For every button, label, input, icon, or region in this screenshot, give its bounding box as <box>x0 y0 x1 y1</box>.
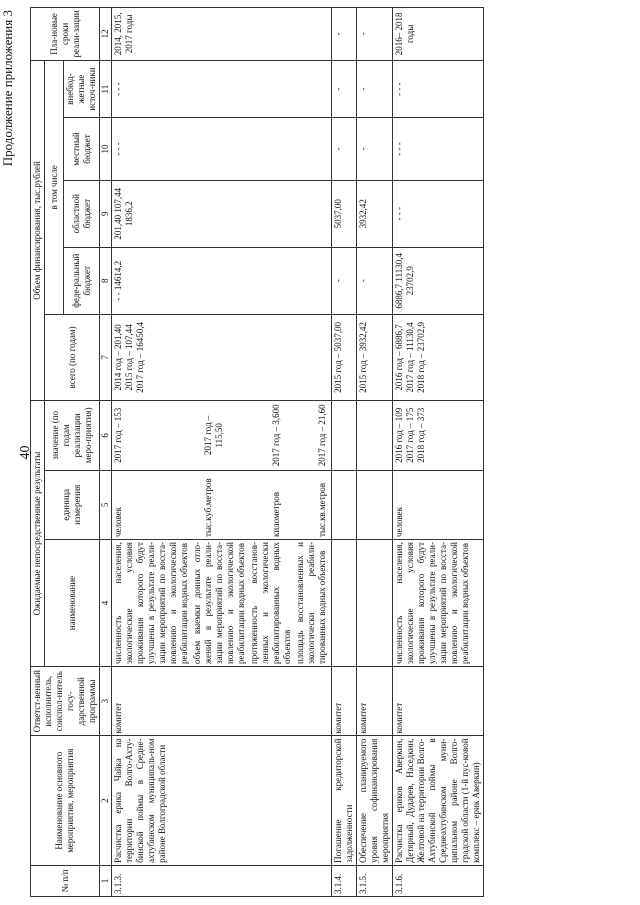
column-numbers-row <box>100 8 112 897</box>
result-name-item: площадь восстановленных и экологически реабили-тированных водных объектов <box>295 542 327 665</box>
result-name: численность населения, экологические условия проживания которого будут улучшены в результате реали-зации мероприятий по восста-новлению и экологической реабилитации водных объектов <box>393 540 484 667</box>
local: - - - <box>393 118 484 180</box>
header-finance-group: Объем финансирования, тыс.рублей <box>31 60 45 400</box>
federal: - <box>357 247 393 314</box>
total: 2015 год – 5037,00 <box>332 314 357 400</box>
result-unit <box>112 470 332 539</box>
result-value-item: 2017 год – 21,60 <box>317 404 327 467</box>
result-unit-item: человек <box>113 506 123 538</box>
table-row <box>357 8 393 897</box>
result-value <box>112 401 332 471</box>
row-num: 3.1.4. <box>332 865 357 896</box>
table-row <box>112 8 332 897</box>
header-num: № п/п <box>31 865 100 896</box>
result-name-item: протяженность восстанов-ленных и экологически реабилитированных водных объектов <box>249 542 292 665</box>
result-name <box>112 540 332 667</box>
row-executor: комитет <box>393 667 484 736</box>
federal: - <box>332 247 357 314</box>
col-number: 11 <box>100 60 112 118</box>
page-number: 40 <box>18 445 33 460</box>
header-period: Пла-новые сроки реали-зации <box>31 8 100 61</box>
col-number: 6 <box>100 401 112 471</box>
header-federal: феде-ральный бюджет <box>64 247 100 314</box>
extra: - <box>357 60 393 118</box>
extra: - - - <box>393 60 484 118</box>
col-number: 3 <box>100 667 112 736</box>
header-row-1 <box>31 8 45 897</box>
total: 2016 год – 6886,7 2017 год – 11130,4 2018 год – 23702,9 <box>393 314 484 400</box>
result-value-item: 2017 год – 115,50 <box>203 415 224 455</box>
row-executor: комитет <box>332 667 357 736</box>
federal: 6886,7 11130,4 23702,9 <box>393 247 484 314</box>
result-name <box>357 540 393 667</box>
row-name: Расчистка ерика Чайка на территории Волго-Ахту-бинской поймы в Средне-ахтубинском муниципаль-ном районе Волгоградской области <box>112 736 332 865</box>
col-number: 4 <box>100 540 112 667</box>
header-extra: внебюд-жетные источ-ники <box>64 60 100 118</box>
row-name: Расчистка ериков Аверкин, Детярный, Дударев, Наседкин, Желтовой на территории Волго-Ахтубинской поймы в Среднеахтубинском муни-ципальном районе Волго-градской области (1-й пус-ковой комплекс – ерик Аверкин) <box>393 736 484 865</box>
result-unit-item: тыс.кв.метров <box>317 482 327 538</box>
regional: - - - <box>393 180 484 247</box>
result-name-item: объем выемки донных отло-жений в результате реали-зации мероприятий по восста-новлению и экологической реабилитации водных объектов <box>192 542 246 665</box>
row-name: Обеспечение планируемого уровня софинансирования мероприятия <box>357 736 393 865</box>
col-number: 10 <box>100 118 112 180</box>
header-result-name: наименование <box>45 540 100 667</box>
result-unit: человек <box>393 470 484 539</box>
local: - <box>357 118 393 180</box>
col-number: 8 <box>100 247 112 314</box>
extra: - - - <box>112 60 332 118</box>
result-value: 2016 год – 109 2017 год – 175 2018 год – 373 <box>393 401 484 471</box>
result-value-item: 2017 год – 153 <box>113 407 123 463</box>
extra: - <box>332 60 357 118</box>
regional: 3932,42 <box>357 180 393 247</box>
total: 2014 год – 201,40 2015 год – 107,44 2017 год – 16450,4 <box>112 314 332 400</box>
col-number: 9 <box>100 180 112 247</box>
row-name: Погашение кредиторской задолженности <box>332 736 357 865</box>
period: 2016– 2018 годы <box>393 8 484 61</box>
period: - <box>357 8 393 61</box>
header-regional: областной бюджет <box>64 180 100 247</box>
continuation-title: Продолжение приложения 3 <box>0 10 15 167</box>
local: - - - <box>112 118 332 180</box>
result-unit-item: тыс.куб.метров <box>203 478 213 538</box>
header-results-group: Ожидаемые непосредственные результаты <box>31 401 45 667</box>
table-row <box>393 8 484 897</box>
result-unit <box>357 470 393 539</box>
col-number: 2 <box>100 736 112 865</box>
result-unit <box>332 470 357 539</box>
header-local: местный бюджет <box>64 118 100 180</box>
header-executor: Ответст-венный исполнитель, соиспол-нитель госу-дарственной программы <box>31 667 100 736</box>
header-name: Наименование основного мероприятия, мероприятия <box>31 736 100 865</box>
col-number: 12 <box>100 8 112 61</box>
row-num: 3.1.3. <box>112 865 332 896</box>
table-row <box>332 8 357 897</box>
header-value: значение (по годам реализации меро-приятия) <box>45 401 100 471</box>
total: 2015 год – 3932,42 <box>357 314 393 400</box>
row-num: 3.1.5. <box>357 865 393 896</box>
row-executor: комитет <box>112 667 332 736</box>
local: - <box>332 118 357 180</box>
col-number: 7 <box>100 314 112 400</box>
header-unit: единица измерения <box>45 470 100 539</box>
header-total: всего (по годам) <box>45 314 100 400</box>
result-value <box>357 401 393 471</box>
result-name <box>332 540 357 667</box>
period: - <box>332 8 357 61</box>
result-name-item: численность населения, экологические условия проживания которого будут улучшены в результате реали-зации мероприятий по восста-новлению и экологической реабилитации водных объектов <box>113 542 189 665</box>
federal: - - 14614,2 <box>112 247 332 314</box>
col-number: 5 <box>100 470 112 539</box>
result-unit-item: километров <box>271 492 281 538</box>
row-num: 3.1.6. <box>393 865 484 896</box>
regional: 5037,00 <box>332 180 357 247</box>
header-incl: в том числе <box>45 60 64 314</box>
regional: 201,40 107,44 1836,2 <box>112 180 332 247</box>
col-number: 1 <box>100 865 112 896</box>
result-value-item: 2017 год – 3,600 <box>271 404 281 467</box>
program-table <box>30 7 484 897</box>
result-value <box>332 401 357 471</box>
row-executor: комитет <box>357 667 393 736</box>
period: 2014, 2015, 2017 годы <box>112 8 332 61</box>
